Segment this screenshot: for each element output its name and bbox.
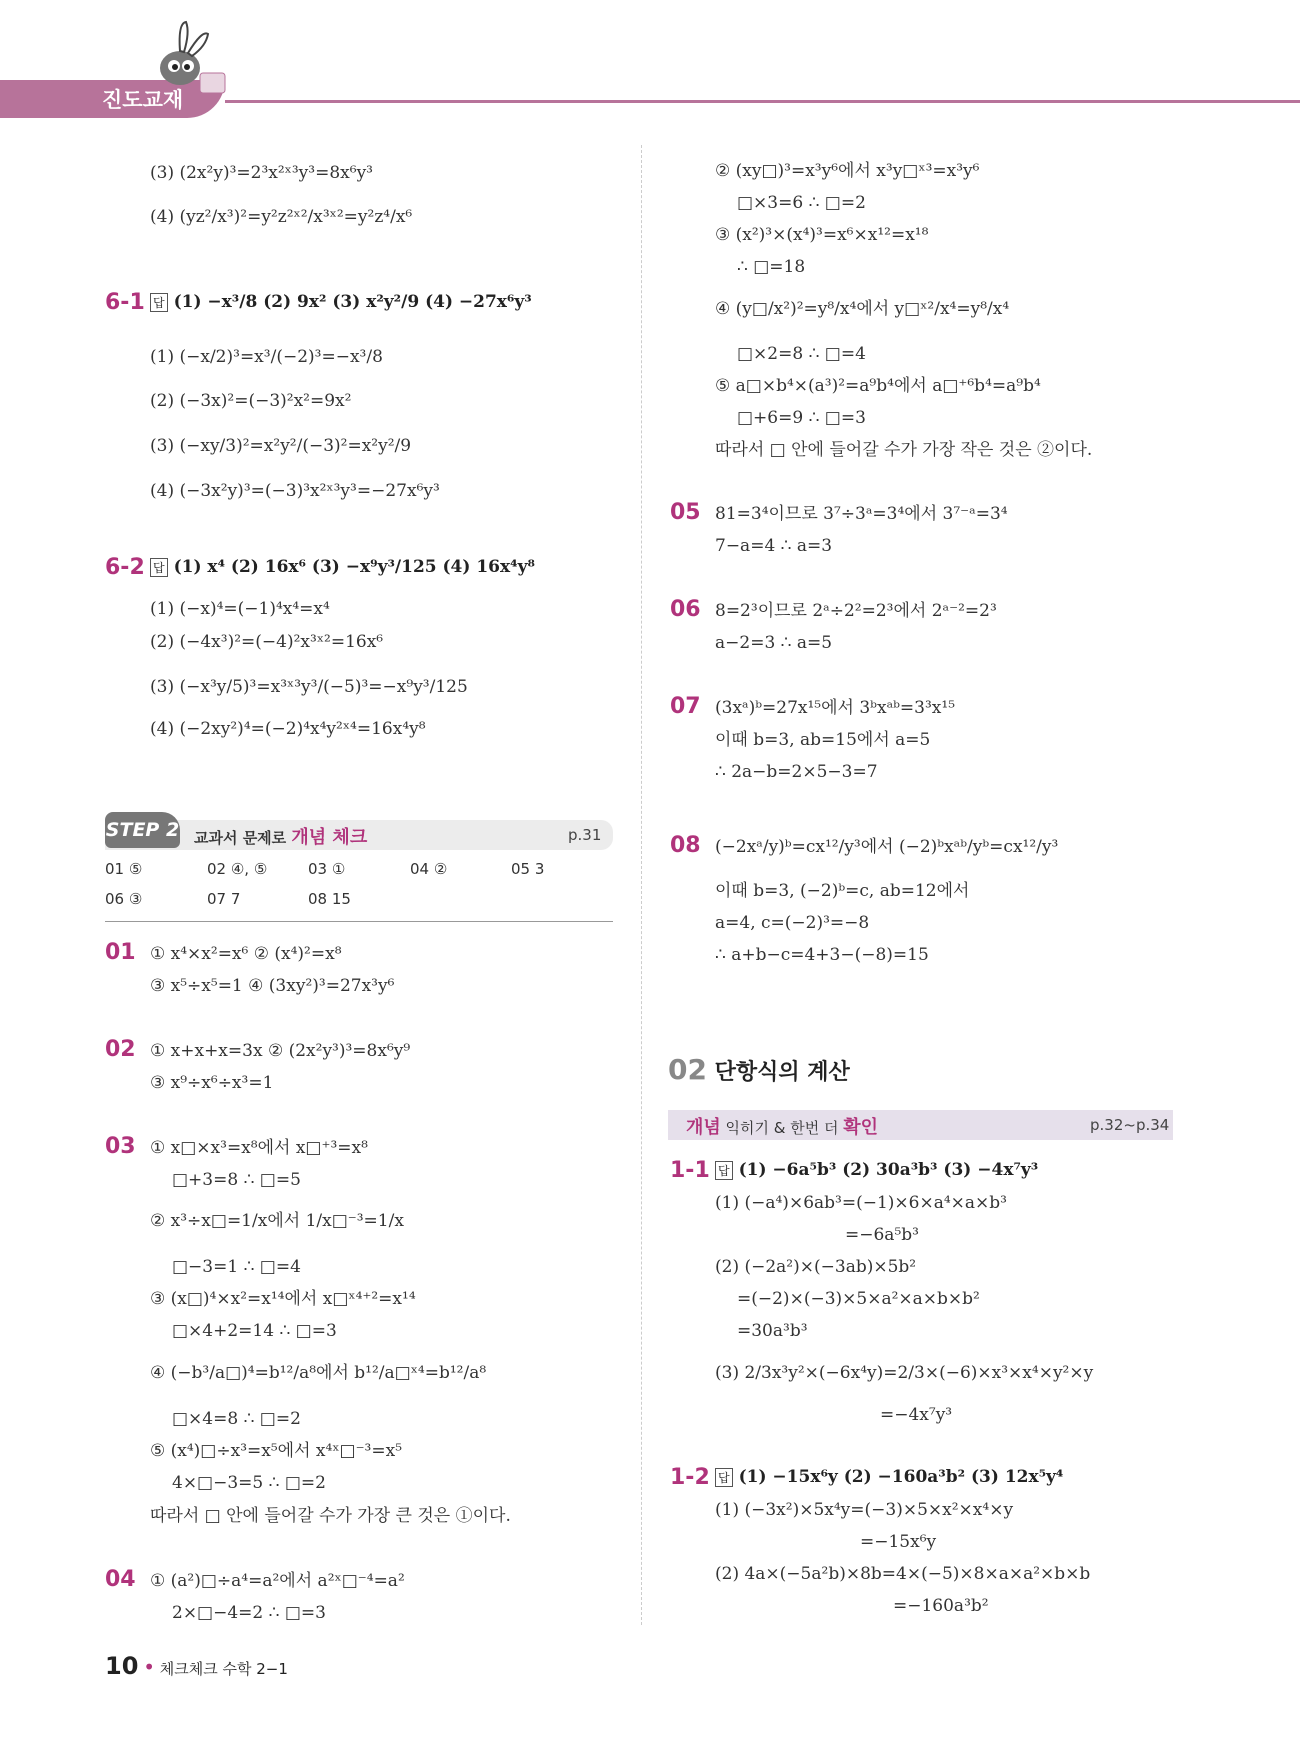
answer-grid-r1c4: 04 ② [410, 860, 448, 878]
p62-line-4: (4) (−2xy²)⁴=(−2)⁴x⁴y²ˣ⁴=16x⁴y⁸ [150, 719, 426, 739]
answer-grid-r2c3: 08 15 [308, 890, 351, 908]
bullet-icon: • [143, 1655, 155, 1679]
p62-line-1: (1) (−x)⁴=(−1)⁴x⁴=x⁴ [150, 599, 330, 619]
q08-line-3: a=4, c=(−2)³=−8 [715, 913, 870, 933]
p12-line-1: (1) (−3x²)×5x⁴y=(−3)×5×x²×x⁴×y [715, 1500, 1014, 1520]
problem-6-2-answer: 답 (1) x⁴ (2) 16x⁶ (3) −x⁹y³/125 (4) 16x⁴y⁸ [150, 557, 535, 577]
q04-cont-line-5: ④ (y□/x²)²=y⁸/x⁴에서 y□ˣ²/x⁴=y⁸/x⁴ [715, 299, 1010, 319]
concept-page: p.32~p.34 [1090, 1116, 1170, 1134]
q03-line-4: □−3=1 ∴ □=4 [172, 1257, 301, 1277]
p62-line-3: (3) (−x³y/5)³=x³ˣ³y³/(−5)³=−x⁹y³/125 [150, 677, 468, 697]
left-top-line-1: (3) (2x²y)³=2³x²ˣ³y³=8x⁶y³ [150, 163, 373, 183]
q07-line-2: 이때 b=3, ab=15에서 a=5 [715, 730, 931, 750]
p11-line-5: =30a³b³ [737, 1321, 808, 1341]
q07-line-1: (3xᵃ)ᵇ=27x¹⁵에서 3ᵇxᵃᵇ=3³x¹⁵ [715, 698, 956, 718]
q05-line-1: 81=3⁴이므로 3⁷÷3ᵃ=3⁴에서 3⁷⁻ᵃ=3⁴ [715, 504, 1008, 524]
problem-1-2-label: 1-2 [670, 1465, 710, 1490]
step2-page: p.31 [568, 826, 602, 844]
answer-grid-r1c2: 02 ④, ⑤ [207, 860, 268, 878]
left-top-line-2: (4) (yz²/x³)²=y²z²ˣ²/x³ˣ²=y²z⁴/x⁶ [150, 207, 413, 227]
q03-line-8: □×4=8 ∴ □=2 [172, 1409, 301, 1429]
q03-line-10: 4×□−3=5 ∴ □=2 [172, 1473, 326, 1493]
footer [105, 1652, 288, 1680]
p61-line-4: (4) (−3x²y)³=(−3)³x²ˣ³y³=−27x⁶y³ [150, 481, 440, 501]
concept-title: 개념 익히기 & 한번 더 확인 [686, 1117, 879, 1138]
q04-cont-line-9: 따라서 □ 안에 들어갈 수가 가장 작은 것은 ②이다. [715, 440, 1093, 460]
p62-line-2: (2) (−4x³)²=(−4)²x³ˣ²=16x⁶ [150, 632, 384, 652]
page-number: 10 [105, 1652, 139, 1680]
p11-line-1: (1) (−a⁴)×6ab³=(−1)×6×a⁴×a×b³ [715, 1193, 1007, 1213]
q06-line-2: a−2=3 ∴ a=5 [715, 633, 833, 653]
step2-badge: STEP 2 [105, 812, 180, 848]
q04-line-2: 2×□−4=2 ∴ □=3 [172, 1603, 326, 1623]
q08-line-2: 이때 b=3, (−2)ᵇ=c, ab=12에서 [715, 881, 970, 901]
q03-line-6: □×4+2=14 ∴ □=3 [172, 1321, 337, 1341]
problem-1-2-answer: 답 (1) −15x⁶y (2) −160a³b² (3) 12x⁵y⁴ [715, 1467, 1063, 1487]
q03-label: 03 [105, 1134, 136, 1159]
q06-label: 06 [670, 597, 701, 622]
q04-cont-line-1: ② (xy□)³=x³y⁶에서 x³y□ˣ³=x³y⁶ [715, 161, 980, 181]
q04-cont-line-4: ∴ □=18 [737, 257, 806, 277]
header-rule [225, 100, 1300, 103]
p12-line-3: (2) 4a×(−5a²b)×8b=4×(−5)×8×a×a²×b×b [715, 1564, 1091, 1584]
p61-line-2: (2) (−3x)²=(−3)²x²=9x² [150, 391, 352, 411]
answer-grid-r2c1: 06 ③ [105, 890, 143, 908]
q06-line-1: 8=2³이므로 2ᵃ÷2²=2³에서 2ᵃ⁻²=2³ [715, 601, 997, 621]
q04-cont-line-7: ⑤ a□×b⁴×(a³)²=a⁹b⁴에서 a□⁺⁶b⁴=a⁹b⁴ [715, 376, 1041, 396]
q02-line-2: ③ x⁹÷x⁶÷x³=1 [150, 1073, 274, 1093]
p12-line-4: =−160a³b² [893, 1596, 989, 1616]
p61-line-3: (3) (−xy/3)²=x²y²/(−3)²=x²y²/9 [150, 436, 412, 456]
problem-1-1-answer: 답 (1) −6a⁵b³ (2) 30a³b³ (3) −4x⁷y³ [715, 1160, 1038, 1180]
q01-line-2: ③ x⁵÷x⁵=1 ④ (3xy²)³=27x³y⁶ [150, 976, 395, 996]
q04-line-1: ① (a²)□÷a⁴=a²에서 a²ˣ□⁻⁴=a² [150, 1571, 405, 1591]
q04-cont-line-6: □×2=8 ∴ □=4 [737, 344, 866, 364]
p11-line-4: =(−2)×(−3)×5×a²×a×b×b² [737, 1289, 980, 1309]
book-title: 체크체크 수학 2−1 [159, 1660, 288, 1678]
q01-line-1: ① x⁴×x²=x⁶ ② (x⁴)²=x⁸ [150, 944, 342, 964]
problem-1-1-label: 1-1 [670, 1158, 710, 1183]
problem-6-2-label: 6-2 [105, 555, 145, 580]
q03-line-1: ① x□×x³=x⁸에서 x□⁺³=x⁸ [150, 1138, 368, 1158]
answer-grid-rule [105, 921, 613, 922]
p11-line-6: (3) 2/3x³y²×(−6x⁴y)=2/3×(−6)×x³×x⁴×y²×y [715, 1363, 1094, 1383]
answer-grid-r1c3: 03 ① [308, 860, 346, 878]
q08-line-4: ∴ a+b−c=4+3−(−8)=15 [715, 945, 929, 965]
p12-line-2: =−15x⁶y [860, 1532, 937, 1552]
q02-line-1: ① x+x+x=3x ② (2x²y³)³=8x⁶y⁹ [150, 1041, 411, 1061]
q05-line-2: 7−a=4 ∴ a=3 [715, 536, 833, 556]
q03-line-11: 따라서 □ 안에 들어갈 수가 가장 큰 것은 ①이다. [150, 1506, 511, 1526]
step2-title: 교과서 문제로 개념 체크 [194, 827, 368, 848]
q03-line-3: ② x³÷x□=1/x에서 1/x□⁻³=1/x [150, 1211, 404, 1231]
q04-cont-line-8: □+6=9 ∴ □=3 [737, 408, 866, 428]
q08-label: 08 [670, 833, 701, 858]
section-title: 02 단항식의 계산 [668, 1053, 850, 1086]
p11-line-7: =−4x⁷y³ [880, 1405, 953, 1425]
q02-label: 02 [105, 1037, 136, 1062]
q05-label: 05 [670, 500, 701, 525]
q07-label: 07 [670, 694, 701, 719]
q07-line-3: ∴ 2a−b=2×5−3=7 [715, 762, 878, 782]
p61-line-1: (1) (−x/2)³=x³/(−2)³=−x³/8 [150, 347, 383, 367]
problem-6-1-answer: 답 (1) −x³/8 (2) 9x² (3) x²y²/9 (4) −27x⁶y³ [150, 292, 532, 312]
q03-line-2: □+3=8 ∴ □=5 [172, 1170, 301, 1190]
p11-line-3: (2) (−2a²)×(−3ab)×5b² [715, 1257, 917, 1277]
header-tab-label: 진도교재 [102, 88, 184, 112]
q04-label: 04 [105, 1567, 136, 1592]
problem-6-1-label: 6-1 [105, 290, 145, 315]
bunny-mascot-icon [150, 18, 230, 98]
q04-cont-line-2: □×3=6 ∴ □=2 [737, 193, 866, 213]
q04-cont-line-3: ③ (x²)³×(x⁴)³=x⁶×x¹²=x¹⁸ [715, 225, 929, 245]
q03-line-7: ④ (−b³/a□)⁴=b¹²/a⁸에서 b¹²/a□ˣ⁴=b¹²/a⁸ [150, 1363, 487, 1383]
q03-line-5: ③ (x□)⁴×x²=x¹⁴에서 x□ˣ⁴⁺²=x¹⁴ [150, 1289, 416, 1309]
q08-line-1: (−2xᵃ/y)ᵇ=cx¹²/y³에서 (−2)ᵇxᵃᵇ/yᵇ=cx¹²/y³ [715, 837, 1059, 857]
column-divider [641, 145, 642, 1625]
answer-grid-r1c1: 01 ⑤ [105, 860, 143, 878]
q01-label: 01 [105, 940, 136, 965]
p11-line-2: =−6a⁵b³ [845, 1225, 919, 1245]
answer-grid-r1c5: 05 3 [511, 860, 545, 878]
answer-grid-r2c2: 07 7 [207, 890, 241, 908]
q03-line-9: ⑤ (x⁴)□÷x³=x⁵에서 x⁴ˣ□⁻³=x⁵ [150, 1441, 403, 1461]
